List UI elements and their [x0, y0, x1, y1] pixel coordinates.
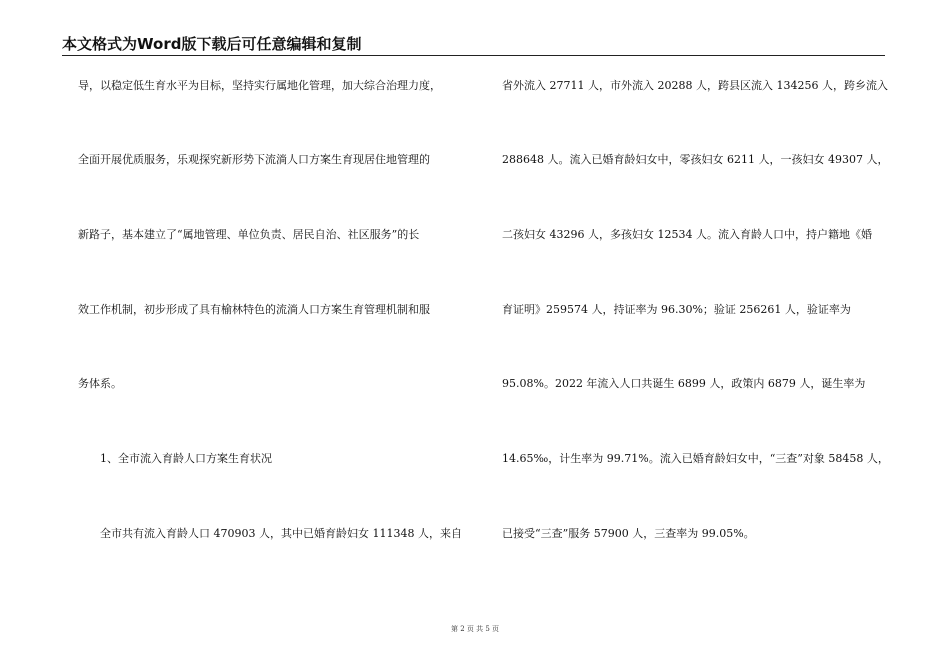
paragraph-line: 育证明》259574 人，持证率为 96.30%；验证 256261 人，验证率为 — [502, 303, 851, 316]
paragraph-line: 二孩妇女 43296 人，多孩妇女 12534 人。流入育龄人口中，持户籍地《婚 — [502, 228, 872, 241]
paragraph-line: 已接受“三查”服务 57900 人，三查率为 99.05%。 — [502, 527, 755, 540]
paragraph-line: 导，以稳定低生育水平为目标，坚持实行属地化管理，加大综合治理力度， — [78, 79, 441, 92]
header-divider — [62, 55, 885, 56]
paragraph-line: 288648 人。流入已婚育龄妇女中，零孩妇女 6211 人，一孩妇女 49307 人， — [502, 153, 889, 166]
paragraph-line: 务体系。 — [78, 377, 122, 390]
page-number-footer: 第 2 页 共 5 页 — [450, 625, 500, 633]
paragraph-line: 新路子，基本建立了“属地管理、单位负责、居民自治、社区服务”的长 — [78, 228, 420, 241]
paragraph-line: 全面开展优质服务，乐观探究新形势下流淌人口方案生育现居住地管理的 — [78, 153, 430, 166]
section-heading: 1、全市流入育龄人口方案生育状况 — [100, 452, 272, 465]
paragraph-line: 省外流入 27711 人，市外流入 20288 人，跨县区流入 134256 人，跨乡流入 — [502, 79, 888, 92]
document-header-title: 本文格式为Word版下载后可任意编辑和复制 — [62, 35, 362, 53]
paragraph-line: 效工作机制，初步形成了具有榆林特色的流淌人口方案生育管理机制和服 — [78, 303, 430, 316]
paragraph-line: 95.08%。2022 年流入人口共诞生 6899 人，政策内 6879 人，诞生率为 — [502, 377, 866, 390]
paragraph-line: 全市共有流入育龄人口 470903 人，其中已婚育龄妇女 111348 人，来自 — [100, 527, 462, 540]
paragraph-line: 14.65‰，计生率为 99.71%。流入已婚育龄妇女中，“三查”对象 58458 人， — [502, 452, 889, 465]
